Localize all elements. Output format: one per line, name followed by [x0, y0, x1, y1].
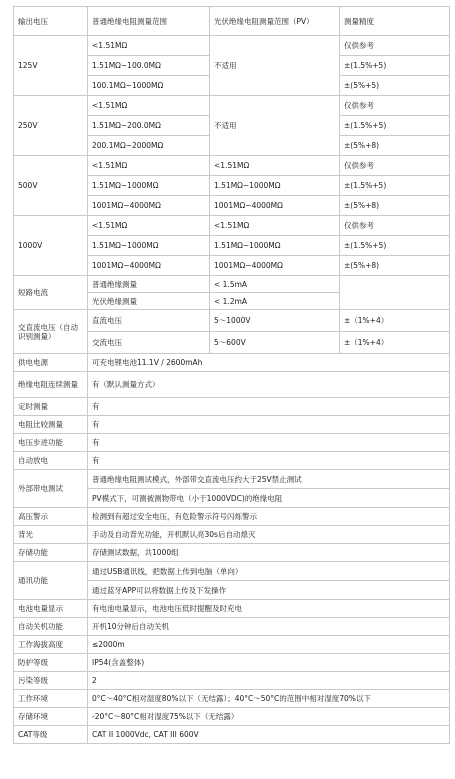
- header-pv-range: 光伏绝缘电阻测量范围（PV）: [210, 7, 340, 36]
- feature-value: 0°C～40°C相对湿度80%以下（无结露）；40°C～50°C的范围中相对湿度70%以下: [88, 690, 450, 708]
- table-row: [14, 216, 450, 236]
- feature-label: 工作环境: [14, 690, 88, 708]
- table-row: [14, 690, 450, 708]
- table-row: [14, 416, 450, 434]
- acdc-range: 5～600V: [210, 332, 340, 354]
- accuracy-cell: ±(5%+8): [340, 256, 450, 276]
- table-row: [14, 526, 450, 544]
- acdc-range: 5～1000V: [210, 310, 340, 332]
- external-voltage-line: PV模式下，可测被测物带电（小于1000VDC)的绝缘电阻: [88, 489, 450, 508]
- acdc-type: 交流电压: [88, 332, 210, 354]
- range-cell: 1001MΩ~4000MΩ: [88, 256, 210, 276]
- feature-label: 电阻比较测量: [14, 416, 88, 434]
- feature-label: 防护等级: [14, 654, 88, 672]
- table-row: [14, 672, 450, 690]
- acdc-type: 直流电压: [88, 310, 210, 332]
- feature-value: 可充电锂电池11.1V / 2600mAh: [88, 354, 450, 372]
- accuracy-cell: 仅供参考: [340, 36, 450, 56]
- accuracy-cell: ±(1.5%+5): [340, 236, 450, 256]
- feature-label: 供电电源: [14, 354, 88, 372]
- accuracy-cell: ±(1.5%+5): [340, 56, 450, 76]
- table-row: [14, 636, 450, 654]
- acdc-label: 交直流电压（自动识别测量）: [14, 310, 88, 354]
- pv-cell: 不适用: [210, 36, 340, 96]
- feature-label: 工作海拔高度: [14, 636, 88, 654]
- pv-cell: <1.51MΩ: [210, 156, 340, 176]
- table-row: [14, 544, 450, 562]
- feature-label: 绝缘电阻连续测量: [14, 372, 88, 398]
- feature-value: 2: [88, 672, 450, 690]
- pv-cell: 1001MΩ~4000MΩ: [210, 196, 340, 216]
- range-cell: 1.51MΩ~1000MΩ: [88, 236, 210, 256]
- short-circuit-type: 普通绝缘测量: [88, 276, 210, 293]
- table-row: [14, 726, 450, 744]
- feature-label: 定时测量: [14, 398, 88, 416]
- table-row: [14, 508, 450, 526]
- feature-value: IP54(含盖整体): [88, 654, 450, 672]
- feature-value: 开机10分钟后自动关机: [88, 618, 450, 636]
- range-cell: <1.51MΩ: [88, 156, 210, 176]
- range-cell: 1001MΩ~4000MΩ: [88, 196, 210, 216]
- header-normal-range: 普通绝缘电阻测量范围: [88, 7, 210, 36]
- pv-cell: 1.51MΩ~1000MΩ: [210, 176, 340, 196]
- feature-value: 有（默认测量方式）: [88, 372, 450, 398]
- header-voltage: 输出电压: [14, 7, 88, 36]
- feature-label: 背光: [14, 526, 88, 544]
- table-row: [14, 310, 450, 332]
- range-cell: <1.51MΩ: [88, 36, 210, 56]
- feature-label: 污染等级: [14, 672, 88, 690]
- range-cell: 1.51MΩ~200.0MΩ: [88, 116, 210, 136]
- short-circuit-type: 光伏绝缘测量: [88, 293, 210, 310]
- feature-value: CAT II 1000Vdc, CAT III 600V: [88, 726, 450, 744]
- pv-cell: 1.51MΩ~1000MΩ: [210, 236, 340, 256]
- table-row: [14, 452, 450, 470]
- feature-label: 存储环境: [14, 708, 88, 726]
- spec-table: [13, 6, 450, 744]
- table-row: [14, 654, 450, 672]
- accuracy-cell: 仅供参考: [340, 216, 450, 236]
- accuracy-cell: 仅供参考: [340, 96, 450, 116]
- table-row: [14, 562, 450, 581]
- short-circuit-value: < 1.5mA: [210, 276, 340, 293]
- feature-label: 高压警示: [14, 508, 88, 526]
- range-cell: 200.1MΩ~2000MΩ: [88, 136, 210, 156]
- table-row: [14, 470, 450, 489]
- feature-value: 有: [88, 452, 450, 470]
- feature-value: 有电池电量显示，电池电压低时提醒及时充电: [88, 600, 450, 618]
- comm-label: 通讯功能: [14, 562, 88, 600]
- range-cell: <1.51MΩ: [88, 216, 210, 236]
- feature-value: 存储测试数据，共1000组: [88, 544, 450, 562]
- feature-label: 存储功能: [14, 544, 88, 562]
- table-row: [14, 372, 450, 398]
- acdc-accuracy: ±（1%+4）: [340, 310, 450, 332]
- voltage-cell: 500V: [14, 156, 88, 216]
- feature-value: -20°C～80°C相对湿度75%以下（无结露）: [88, 708, 450, 726]
- comm-line: 通过蓝牙APP可以将数据上传及下发操作: [88, 581, 450, 600]
- accuracy-cell: ±(1.5%+5): [340, 116, 450, 136]
- table-row: [14, 600, 450, 618]
- table-row: [14, 618, 450, 636]
- voltage-cell: 250V: [14, 96, 88, 156]
- accuracy-cell: ±(1.5%+5): [340, 176, 450, 196]
- feature-label: 电压步进功能: [14, 434, 88, 452]
- voltage-cell: 125V: [14, 36, 88, 96]
- accuracy-cell: ±(5%+5): [340, 76, 450, 96]
- short-circuit-value: < 1.2mA: [210, 293, 340, 310]
- header-row: [14, 7, 450, 36]
- feature-value: 检测到有超过安全电压，有危险警示符号闪烁警示: [88, 508, 450, 526]
- range-cell: 100.1MΩ~1000MΩ: [88, 76, 210, 96]
- short-circuit-empty: [340, 276, 450, 310]
- pv-cell: 不适用: [210, 96, 340, 156]
- table-row: [14, 276, 450, 293]
- feature-value: 有: [88, 416, 450, 434]
- comm-line: 通过USB通讯线，把数据上传到电脑（单向）: [88, 562, 450, 581]
- header-accuracy: 测量精度: [340, 7, 450, 36]
- accuracy-cell: ±(5%+8): [340, 136, 450, 156]
- feature-value: 有: [88, 434, 450, 452]
- feature-value: ≤2000m: [88, 636, 450, 654]
- acdc-accuracy: ±（1%+4）: [340, 332, 450, 354]
- pv-cell: 1001MΩ~4000MΩ: [210, 256, 340, 276]
- feature-label: 电池电量显示: [14, 600, 88, 618]
- table-row: [14, 434, 450, 452]
- accuracy-cell: ±(5%+8): [340, 196, 450, 216]
- feature-value: 手动及自动背光功能，开机默认亮30s后自动熄灭: [88, 526, 450, 544]
- pv-cell: <1.51MΩ: [210, 216, 340, 236]
- external-voltage-line: 普通绝缘电阻测试模式，外部带交直流电压约大于25V禁止测试: [88, 470, 450, 489]
- accuracy-cell: 仅供参考: [340, 156, 450, 176]
- table-row: [14, 156, 450, 176]
- range-cell: 1.51MΩ~1000MΩ: [88, 176, 210, 196]
- table-row: [14, 708, 450, 726]
- feature-label: 自动关机功能: [14, 618, 88, 636]
- feature-label: 自动放电: [14, 452, 88, 470]
- external-voltage-label: 外部带电测试: [14, 470, 88, 508]
- voltage-cell: 1000V: [14, 216, 88, 276]
- table-row: [14, 36, 450, 56]
- range-cell: <1.51MΩ: [88, 96, 210, 116]
- table-row: [14, 398, 450, 416]
- table-row: [14, 354, 450, 372]
- range-cell: 1.51MΩ~100.0MΩ: [88, 56, 210, 76]
- table-row: [14, 96, 450, 116]
- short-circuit-label: 短路电流: [14, 276, 88, 310]
- feature-value: 有: [88, 398, 450, 416]
- feature-label: CAT等级: [14, 726, 88, 744]
